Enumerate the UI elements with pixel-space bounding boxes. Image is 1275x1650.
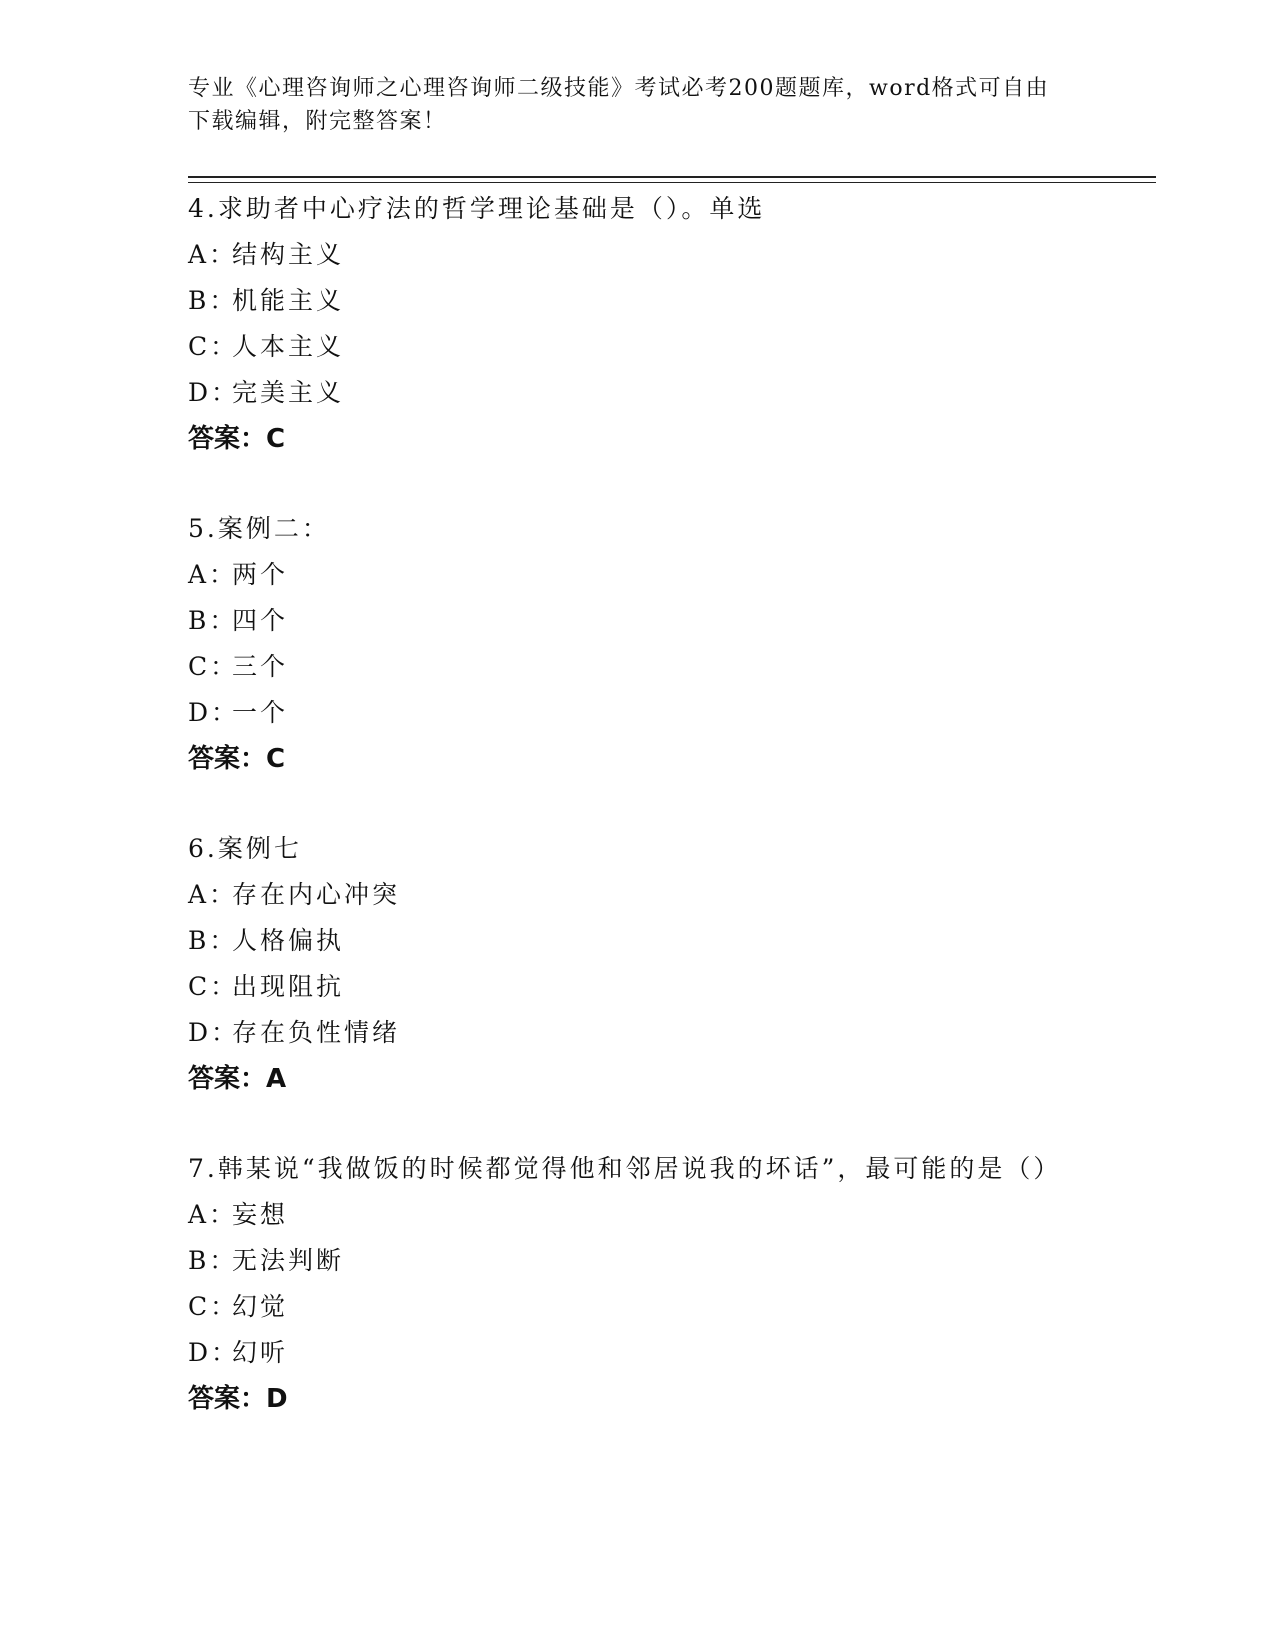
option-text: 三个: [232, 652, 289, 681]
option-text: 存在内心冲突: [232, 880, 401, 909]
option-text: 两个: [232, 560, 289, 589]
option-key: A：: [188, 1200, 238, 1229]
option-text: 幻听: [232, 1338, 289, 1367]
option-text: 无法判断: [232, 1246, 345, 1275]
option-key: D：: [188, 698, 240, 727]
option-b: [188, 598, 1088, 644]
option-key: A：: [188, 240, 238, 269]
option-text: 一个: [232, 698, 289, 727]
option-key: D：: [188, 1018, 240, 1047]
option-text: 幻觉: [232, 1292, 289, 1321]
option-key: C：: [188, 332, 239, 361]
option-text: 完美主义: [232, 378, 345, 407]
question-stem: 4.求助者中心疗法的哲学理论基础是（）。单选: [188, 194, 766, 223]
option-text: 妄想: [232, 1200, 289, 1229]
option-key: B：: [188, 606, 238, 635]
option-text: 存在负性情绪: [232, 1018, 401, 1047]
option-b: [188, 918, 1088, 964]
option-d: [188, 1330, 1068, 1376]
option-text: 机能主义: [232, 286, 345, 315]
option-a: [188, 552, 1088, 598]
option-c: [188, 324, 1088, 370]
option-key: B：: [188, 1246, 238, 1275]
option-text: 出现阻抗: [232, 972, 345, 1001]
option-c: [188, 964, 1088, 1010]
question-6: [188, 826, 1088, 1102]
option-key: B：: [188, 926, 238, 955]
option-text: 四个: [232, 606, 289, 635]
option-d: [188, 690, 1088, 736]
option-a: [188, 1192, 1068, 1238]
option-key: A：: [188, 560, 238, 589]
option-text: 人本主义: [232, 332, 345, 361]
option-key: A：: [188, 880, 238, 909]
question-stem: 6.案例七: [188, 834, 302, 863]
option-key: D：: [188, 1338, 240, 1367]
question-7: [188, 1146, 1068, 1422]
option-b: [188, 278, 1088, 324]
answer-label: 答案：C: [188, 424, 286, 454]
answer-label: 答案：A: [188, 1064, 287, 1094]
answer-label: 答案：D: [188, 1384, 288, 1414]
option-text: 结构主义: [232, 240, 345, 269]
option-text: 人格偏执: [232, 926, 345, 955]
option-key: C：: [188, 972, 239, 1001]
question-5: [188, 506, 1088, 782]
option-b: [188, 1238, 1068, 1284]
option-c: [188, 1284, 1068, 1330]
option-c: [188, 644, 1088, 690]
question-stem: 5.案例二：: [188, 514, 330, 543]
option-key: D：: [188, 378, 240, 407]
option-key: C：: [188, 1292, 239, 1321]
option-a: [188, 872, 1088, 918]
option-d: [188, 370, 1088, 416]
question-stem: 7.韩某说“我做饭的时候都觉得他和邻居说我的坏话”，最可能的是（）: [188, 1154, 1062, 1183]
header-divider-thin: [188, 182, 1156, 183]
option-key: B：: [188, 286, 238, 315]
option-key: C：: [188, 652, 239, 681]
option-d: [188, 1010, 1088, 1056]
option-a: [188, 232, 1088, 278]
document-intro: 专业《心理咨询师之心理咨询师二级技能》考试必考200题题库，word格式可自由下载编辑，附完整答案！: [188, 76, 1050, 134]
question-4: [188, 186, 1088, 462]
header-divider-thick: [188, 176, 1156, 178]
answer-label: 答案：C: [188, 744, 286, 774]
